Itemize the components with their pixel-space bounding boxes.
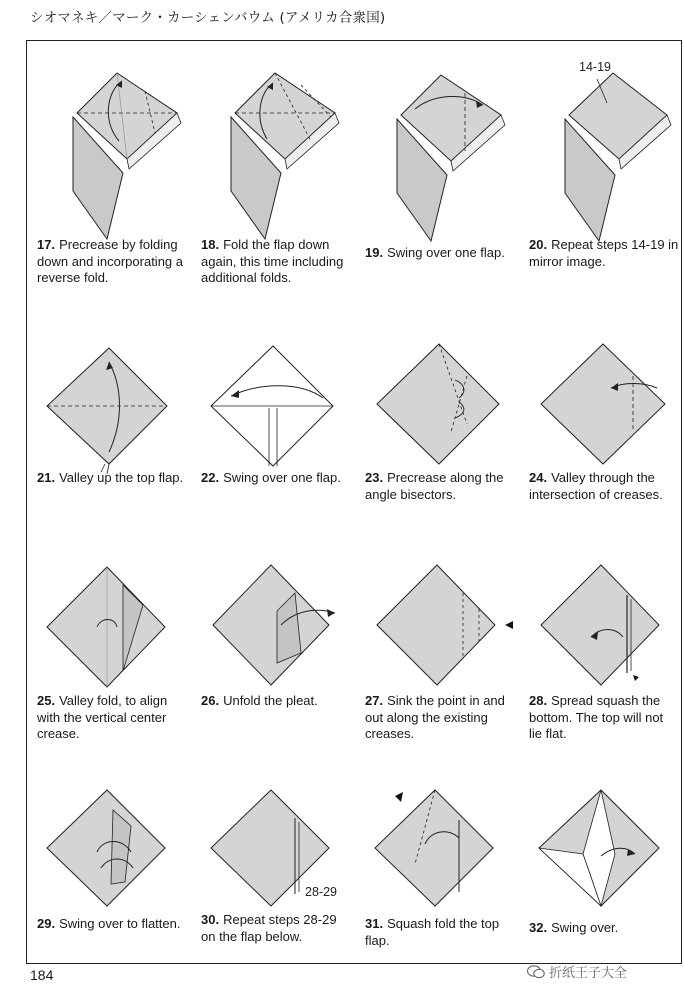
page-number: 184 <box>30 967 54 983</box>
step-25-cell <box>27 503 191 741</box>
step-29-cell <box>27 734 191 965</box>
step-19-caption: 19. Swing over one flap. <box>365 245 505 260</box>
step-32-cell <box>519 734 683 965</box>
step-22-cell <box>191 272 355 503</box>
diagram-frame <box>26 40 682 964</box>
step-22-caption: 22. Swing over one flap. <box>201 470 341 485</box>
step-31-caption: 31. Squash fold the top flap. <box>365 916 500 948</box>
step-21-cell <box>27 272 191 503</box>
step-20-ref-label: 14-19 <box>579 60 611 74</box>
step-28-caption: 28. Spread squash the bottom. The top will not lie flat. <box>529 693 664 741</box>
step-29-caption: 29. Swing over to flatten. <box>37 916 181 931</box>
step-26-caption: 26. Unfold the pleat. <box>201 693 318 708</box>
step-25-caption: 25. Valley fold, to align with the vertical center crease. <box>37 693 168 741</box>
watermark <box>527 962 627 981</box>
step-17-caption: 17. Precrease by folding down and incorporating a reverse fold. <box>37 237 183 285</box>
step-19-diagram <box>355 41 519 272</box>
step-30-caption: 30. Repeat steps 28-29 on the flap below. <box>201 912 337 944</box>
step-24-diagram <box>519 272 683 503</box>
step-21-caption: 21. Valley up the top flap. <box>37 470 184 485</box>
step-27-caption: 27. Sink the point in and out along the existing creases. <box>365 693 505 741</box>
step-30-ref-label: 28-29 <box>305 885 337 899</box>
step-20-cell <box>519 41 683 272</box>
step-28-cell <box>519 503 683 741</box>
step-32-caption: 32. Swing over. <box>529 920 619 935</box>
step-17-cell <box>27 41 191 285</box>
step-26-cell <box>191 503 355 734</box>
step-24-caption: 24. Valley through the intersection of creases. <box>529 470 663 502</box>
step-19-cell <box>355 41 519 272</box>
step-27-cell <box>355 503 519 741</box>
step-23-caption: 23. Precrease along the angle bisectors. <box>365 470 504 502</box>
step-24-cell <box>519 272 683 503</box>
step-18-caption: 18. Fold the flap down again, this time including additional folds. <box>201 237 344 285</box>
step-23-cell <box>355 272 519 503</box>
page-header: シオマネキ／マーク・カーシェンバウム (アメリカ合衆国) <box>30 10 386 26</box>
watermark-text: 折纸王子大全 <box>549 966 628 981</box>
step-21-diagram <box>27 272 191 503</box>
step-23-diagram <box>355 272 519 503</box>
wechat-icon <box>527 965 545 979</box>
step-30-cell <box>191 734 355 965</box>
step-20-caption: 20. Repeat steps 14-19 in mirror image. <box>529 237 679 269</box>
step-31-cell <box>355 734 519 965</box>
step-18-cell <box>191 41 355 285</box>
step-22-diagram <box>191 272 355 503</box>
